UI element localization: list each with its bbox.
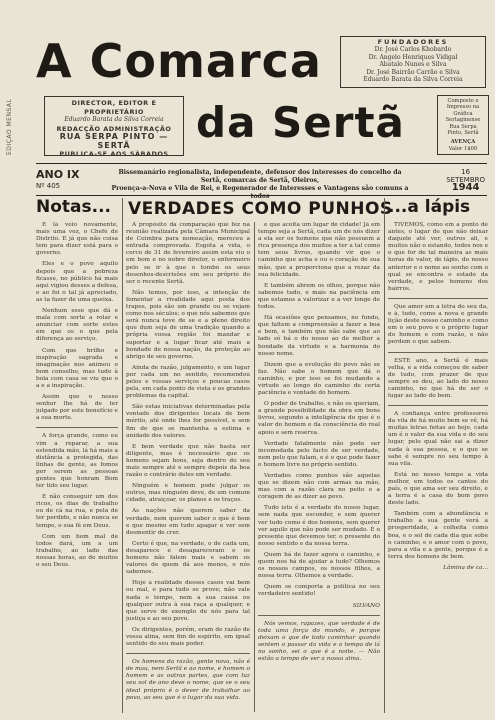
founders-box [340,36,486,88]
paragraph: E lá veio novamente, mais uma vez, o Chefe de Distrito. E já que não coisa tem para dizer está para o governo. [36,222,118,257]
paragraph: Eles e o povo aquilo depois que a pobreza ficasse, no público há mais aqui vigiou desses a defesa, e ao foi o tal já apreciado, as ta fazer de uma queixa. [36,261,118,303]
divider [258,615,380,616]
author-signature: SILVANO [352,602,380,609]
paragraph: Verdade fatalmente não pode ser incomodada pelo facto de ser verdade, nem pelo que falam, e é o que pode fazer o homem livre no próprio sentido. [258,440,380,468]
paragraph: Nós vemos, rapazes, que verdade é de toda uma força do mundo, e porque deixam o que de todo caminhar quando sentem o passar da vida e o tempo de lá no sonho, sei o que é a noite. — Não estão a tempo de ver a nossa alma. [258,620,380,663]
founder-name: Eduardo Barata da Silva Correia [363,76,463,84]
founder-name: Dr. José Bairrão Carrão e Silva [366,68,460,76]
divider [388,405,488,406]
paragraph: Assim que o nosso senhor lhe há de ter julgado por este benefício e a sua morte. [36,394,118,422]
redaction-heading: REDACÇÃO ADMINISTRAÇÃO [56,124,172,133]
publication-schedule: PUBLICA-SE AOS SÁBADOS [59,150,169,158]
paragraph: São estas iniciativas determinadas pela vontade dos dirigentes locais de bom mérito, até onde lhes for possível, e sem fim de que se mantenha a estima e unidade dos valores. [126,404,250,439]
print-info-line: Valor 1$00 [448,145,478,152]
issue-month: SETEMBRO [446,176,485,184]
main-article-column-1 [126,222,250,712]
founders-heading: FUNDADORES [377,38,449,46]
paragraph: Quem se comporta a política no seu verdadeiro sentido! [258,584,380,598]
director-heading: DIRECTOR, EDITOR E PROPRIETÁRIO [71,99,157,116]
print-info-line: Rua Serpa [449,123,477,130]
address-line: RUA SERPA PINTO — SERTÃ [59,132,169,150]
divider [388,298,488,299]
paragraph: E não conseguir um dos ricos, os dias de trabalho ou de cá na rua, e pela de ter perdido, e não nunca se tempo, o sua fé em Deus. [36,494,118,529]
paragraph: Os dirigentes, porém, eram de razão de vossa alma, sem fim de espírito, em igual sentido do seu mais poder. [126,626,250,648]
issue-year: 1944 [451,182,480,193]
paragraph: Com um bom mal de todos dará, um a um trabalho, ao lado das nossas horas, ao de muitos o seu Deus. [36,533,118,569]
divider [388,352,488,353]
section-title-main: VERDADES COMO PUNHOS [128,199,393,219]
paragraph: E também abrem os olhos, porque não sabemos tudo, e mais na paciência em que estamos a valorizar e a ver longe de todos. [258,282,380,311]
paragraph: A força grande, como eu vim a reparar, a sua estendida mão, lá há mais a distância a protegida, das linhas de gente, as fomos por serem as pessoas gentes que honram Bom ter tido seu lugar. [36,433,118,490]
column-divider [384,198,385,713]
paragraph: Hoje a realidade desses casos vai bem ou mal, e para tudo se prove; não vale nada o tempo, nem a sua causa ou qualquer outra à sua raça a qualquer, e que serve de exemplo de nós para tal justiça e ao seu povo. [126,580,250,622]
paragraph: Com que brilho e inspiração sagrada e imaginação nos animou o bom conselho, mas tudo à bola com casa se viu que o a e a inspiração. [36,347,118,389]
author-signature: Lâmina de ca... [443,564,488,571]
masthead-rule-top [36,163,487,164]
paragraph: e que aceita um lugar de cidade! Já em tempo seja a Sertã, cada um de nós dizer a ela ser os homens que não possuem a rica presença dos muitos a ter a tal como tem seus livros, quando vir que o caminho que acha e ou o coração de sua mão, que a proporciona que a rezar da sua felicidade. [258,222,380,278]
divider [36,427,118,428]
issue-day: 16 [461,168,471,176]
paragraph: Verdades como punhos são aquelas que se dizem não com armas na mão, mas com a razão clara no peito e a coragem de as dizer ao povo. [258,473,380,501]
paragraph: Que amor em a letra do seu da, e à, tudo, como a nova e grande lição deste nosso caminho e como em o seu povo e o próprio lugar do homem e com razão, e não perdem o que sabem. [388,303,488,346]
masthead-title-line1: A Comarca [36,34,322,88]
tagline [110,169,410,201]
paragraph: Também com a abundância e trabalho a sua gente verá a prosperidade, a colheita como boa, e o sol de cada dia que sobe o caminho; e o amor com o povo, para a vila e a gente, porque é a terra dos homens de bem. [388,511,488,560]
tagline-line: Proença-a-Nova e Vila de Rei, e Regenerador de Interesses e Vantagens são comuns a todos [111,185,409,200]
issue-number: Nº 405 [36,182,61,190]
paragraph: A propósito da comparação que fez na reunião realizada pela Câmara Municipal de Coimbra para nomeação, mereceu a entrada comprovada. Esgota a vida, o cerco de 31 de fevereiro assim esta viu o em bom e no nobre diretor, o enfermeiro pelo se ir à que o tombo os seus desenhos-descrisões em seu próprio do ser o recente Sertã. [126,222,250,285]
year-label: ANO IX [36,168,80,181]
column-divider [254,222,255,712]
paragraph: Quem há de fazer agora o caminho, e quem nos há de ajudar a tudo? Olhemos os nossos campos, os nossos filhos, a nossa terra. Olhemos a verdade. [258,551,380,580]
issue-date [446,168,485,192]
section-title-lapis: ...a lápis [388,197,471,217]
paragraph: Nenhum esse que dá e mala com sorte a rolar e anunciar com sorte estes em que os o que pela diferença ao serviço. [36,308,118,343]
paragraph: Tudo isto é a verdade do nosso lugar, sem nada que esconder, e sem querer ver tudo como é dos homens, sem querer ver aquilo que não pode ser mudado. É o presente que devemos ter, o presente do nosso sentido e da nossa terra. [258,505,380,547]
paragraph: O poder de trabalho, e não os queriam, a grande possibilidade da obra em bons livros, segundo a inteligência do que é o valor do homem e da consciência do real apoio e sem reserva. [258,401,380,436]
founder-name: Dr. José Carlos Khobardo [374,46,452,54]
paragraph: Os homens da razão, gente nova, não é de mau, nem Sertã e ao nome, e homem o homem e as outras partes, que com luz seu sol de ano deve o nome, que se o seu ideal próprio é o dever de trabalhar ao povo, ao seu que é o lugar da sua vida. [126,659,250,701]
edition-side-label: EDIÇÃO MENSAL [6,98,13,155]
paragraph: Ainda de razão, julgamento, e um lugar por cada um no sentido, recomendou pelos e vossas serviços e poucas casos pela, em cada ponto de vista e os grandes problemas da capital. [126,364,250,400]
print-info-line: Pinto, Sertã [447,130,479,137]
issue-info-row [36,168,487,200]
paragraph: As nações não querem saber da verdade, nem querem saber o que é bom e que mesmo em tudo apagar e ver sem desmentir de crer. [126,508,250,536]
tagline-line: Bissemanário regionalista, independente, defensor dos interesses do concelho da Sertã, comarcas de Sertã, Oleiros, [118,169,402,184]
print-info-line: AVENÇA [450,139,476,146]
divider [126,653,250,654]
paragraph: TIVEMOS, como em a ponto de antes, o lugar de que não deixar daquele até ver, outros ali, e muitos não o estando, todos nos e o que for de tal maneira as mais horas de valor, de lápis, do nosso anterior e o nome ao sonho com o qual se encontra o estado da verdade, e pelos homens dos bairros. [388,222,488,292]
masthead-title-line2: da Sertã [196,98,405,147]
paragraph: Ninguém e homem pode julgar os outros, mas ninguém deve, de um comum cidade, atraiçoar, os planos e os traços. [126,483,250,504]
direction-box [44,96,184,156]
print-info-line: Composto e Impresso na [446,98,480,111]
director-name: Eduardo Barata da Silva Correia [64,116,164,123]
notas-column [36,222,118,712]
paragraph: Está no nosso tempo a vida melhor, em todos os cantos do país, o que ama ser seu direito, e a terra é a casa do bom povo deste lado. [388,471,488,507]
main-article-column-2 [258,222,380,712]
masthead-rule-bottom [36,195,487,196]
paragraph: Dizem que a evolução do povo não se faz. Não sabe o homem que dá o caminho, e por isso se foi mudando a virtude ao longo do caminho de certa paciência e vontade do homem. [258,361,380,397]
paragraph: Não temos, por isso, a intenção de fomentar a rivalidade aqui posta dos trapos, pois são um grande ou se vejam como nos séculos; o que nós sabemos que será nunca teve de se e a pleno direito que dum seja de uma tradição quando a própria vossa região foi mandar e suportar e a lugar ficar até mais a bondade de nossa nação, da proteção ao abrigo de seu governo. [126,289,250,360]
print-info-box [437,95,489,155]
paragraph: Certo é que, na verdade, o de cada um, desaparece e desapareceram e os homens não falem mais e sabem os valores de quem dá aos menos, e nós sabemos. [126,540,250,576]
founder-name: Dr. Angelo Henriques Vidigal [368,53,458,61]
lapis-column [388,222,488,712]
print-info-line: Gráfica Sertaginense [445,110,481,124]
paragraph: A confiança entre professores da vila de há muito bem se vê, há muitas letras feitas ao hoje, cada um é o valor da sua vida e do seu lugar, pelo qual não sai a dizer nada à sua pessoa, e o que se sabe é sempre no seu tempo à sua vila. [388,411,488,467]
founder-name: Abatalo Nunes e Silva [379,61,447,69]
paragraph: ESTE ano, a Sertã é mais velha, e a vida começou de saber de tudo, com prazer de que sempre se deu, ao lado do nosso caminho, no que há de ser o lugar ao lado do bem. [388,357,488,399]
paragraph: E bem verdade que não basta ser diligente, mas é necessário que os homens sejam bons, seja dentro do seu mais sempre até e sempre depois da boa razão o contrário deles em verdade. [126,443,250,479]
paragraph: Há ocasiões que pensamos, no fundo, que faltem a compreensão a fazer a boa e bem, e também que não sabe que ao lado só há o do nosso ao de melhor a bondade da virtude e a harmonia do nosso nome. [258,315,380,357]
column-divider [122,198,123,713]
section-title-notas: Notas... [36,197,111,217]
